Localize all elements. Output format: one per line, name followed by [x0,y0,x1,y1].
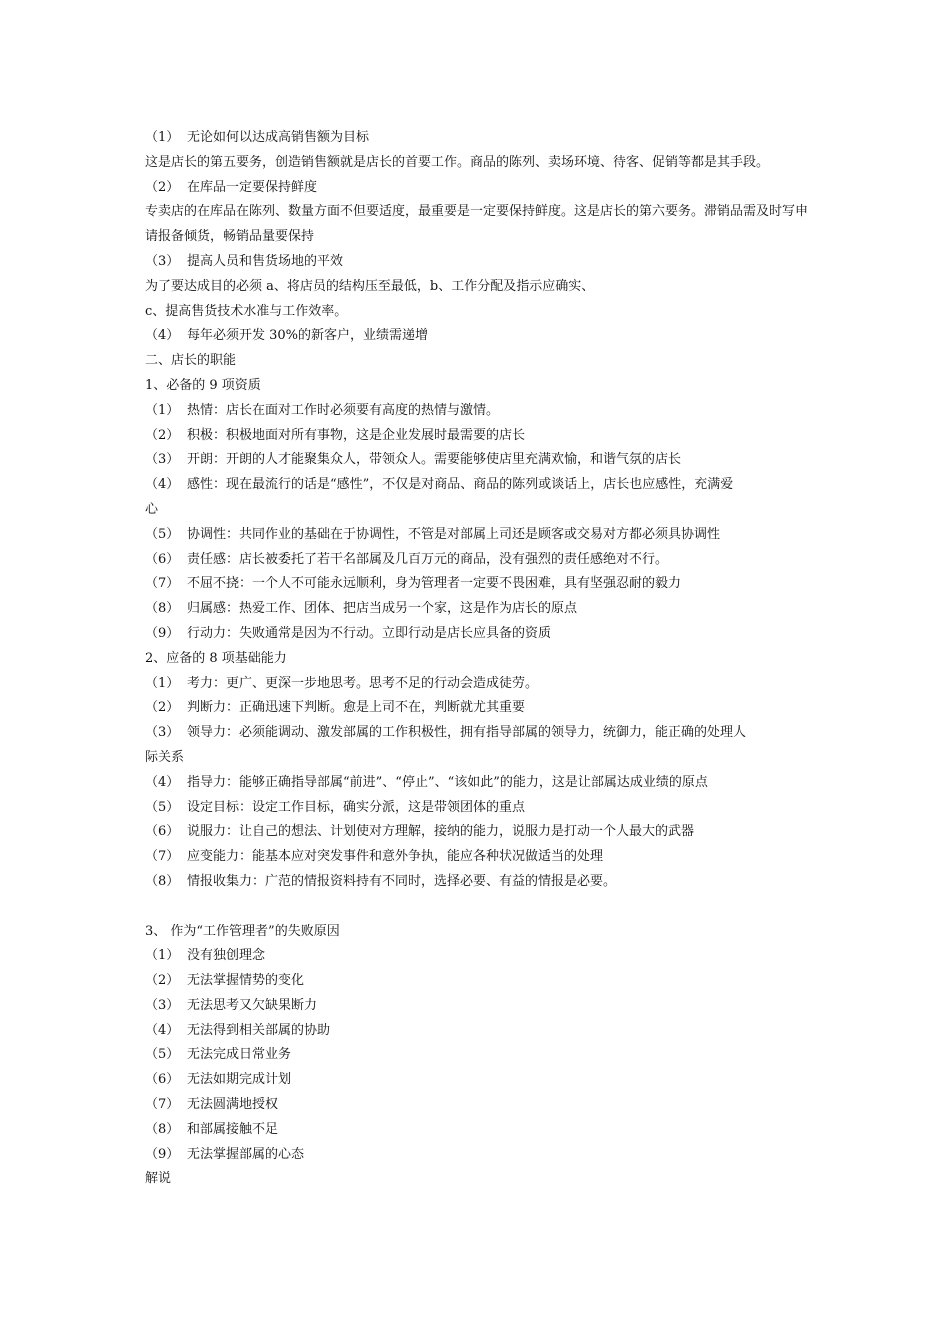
list-item-text: 不屈不挠：一个人不可能永远顺利，身为管理者一定要不畏困难，具有坚强忍耐的毅力 [187,576,682,592]
list-item-text: 协调性：共同作业的基础在于协调性，不管是对部属上司还是顾客或交易对方都必须具协调性 [187,526,721,542]
list-item-number: （2） [145,973,180,989]
list-item-number: （3） [145,253,180,269]
list-item [145,424,815,449]
list-item-text: 说服力：让自己的想法、计划使对方理解，接纳的能力，说服力是打动一个人最大的武器 [187,824,695,840]
list-item-text: 判断力：正确迅速下判断。愈是上司不在，判断就尤其重要 [187,700,526,716]
list-item-number: （5） [145,1047,180,1063]
list-item-number: （9） [145,1146,180,1162]
list-item-text: 提高人员和售货场地的平效 [187,253,344,269]
blank-line [145,895,815,920]
list-item [145,1093,815,1118]
paragraph: 专卖店的在库品在陈列、数量方面不但要适度，最重要是一定要保持鲜度。这是店长的第六要务。滞销品需及时写申请报备倾货，畅销品量要保持 [145,204,809,245]
list-item-text: 没有独创理念 [187,948,266,964]
list-item-text: 开朗：开朗的人才能聚集众人，带领众人。需要能够使店里充满欢愉，和谐气氛的店长 [187,452,682,468]
list-item [145,399,815,424]
list-item-continuation: 际关系 [145,749,185,765]
list-item [145,969,815,994]
list-item-text: 积极：积极地面对所有事物，这是企业发展时最需要的店长 [187,427,526,443]
list-item-text: 领导力：必须能调动、激发部属的工作积极性，拥有指导部属的领导力，统御力，能正确的处理人 [187,725,747,741]
list-item-text: 情报收集力：广范的情报资料持有不同时，选择必要、有益的情报是必要。 [187,873,617,889]
list-item-number: （4） [145,328,180,344]
list-item-number: （4） [145,477,180,493]
list-item-number: （5） [145,526,180,542]
list-item-text: 指导力：能够正确指导部属“前进”、“停止”、“该如此”的能力，这是让部属达成业绩的原点 [187,774,708,790]
list-item-text: 无法圆满地授权 [187,1097,279,1113]
list-item-text: 无法完成日常业务 [187,1047,292,1063]
list-item [145,622,815,647]
list-item-text: 考力：更广、更深一步地思考。思考不足的行动会造成徒劳。 [187,675,539,691]
list-item-number: （2） [145,700,180,716]
text-line: 3、 作为“工作管理者”的失败原因 [145,923,340,939]
paragraph: 这是店长的第五要务，创造销售额就是店长的首要工作。商品的陈列、卖场环境、待客、促销等都是其手段。 [145,154,770,170]
list-item-number: （3） [145,997,180,1013]
list-item-text: 在库品一定要保持鲜度 [187,179,318,195]
list-item-number: （4） [145,774,180,790]
text-line: 二、店长的职能 [145,353,237,369]
list-item-number: （7） [145,849,180,865]
list-item-number: （8） [145,601,180,617]
list-item-number: （7） [145,1097,180,1113]
list-item-number: （6） [145,551,180,567]
list-item-text: 无法思考又欠缺果断力 [187,997,318,1013]
list-item-text: 无论如何以达成高销售额为目标 [187,130,370,145]
list-item [145,473,815,498]
list-item-text: 热情：店长在面对工作时必须要有高度的热情与激情。 [187,402,500,418]
list-item [145,126,815,151]
list-item-number: （1） [145,402,180,418]
list-item-text: 无法如期完成计划 [187,1072,292,1088]
list-item-number: （6） [145,824,180,840]
list-item [145,796,815,821]
list-item-text: 无法掌握部属的心态 [187,1146,305,1162]
text-line: 解说 [145,1171,172,1187]
list-item-number: （8） [145,873,180,889]
text-line: 2、应备的 8 项基础能力 [145,650,287,666]
text-line: 1、必备的 9 项资质 [145,377,261,393]
list-item-text: 无法掌握情势的变化 [187,973,305,989]
list-item-number: （9） [145,625,180,641]
list-item [145,696,815,721]
list-item-text: 应变能力：能基本应对突发事件和意外争执，能应各种状况做适当的处理 [187,849,604,865]
list-item-number: （3） [145,452,180,468]
list-item [145,523,815,548]
list-item [145,597,815,622]
list-item-text: 责任感：店长被委托了若干名部属及几百万元的商品，没有强烈的责任感绝对不行。 [187,551,669,567]
list-item-number: （3） [145,725,180,741]
list-item [145,250,815,275]
list-item-number: （2） [145,427,180,443]
list-item [145,1143,815,1168]
text-line: c、提高售货技术水准与工作效率。 [145,303,348,319]
list-item-number: （2） [145,179,180,195]
list-item [145,944,815,969]
list-item-text: 行动力：失败通常是因为不行动。立即行动是店长应具备的资质 [187,625,552,641]
list-item [145,1068,815,1093]
list-item [145,870,815,895]
list-item-text: 每年必须开发 30%的新客户，业绩需递增 [187,328,429,344]
list-item [145,572,815,597]
list-item-text: 无法得到相关部属的协助 [187,1022,331,1038]
list-item-text: 感性：现在最流行的话是“感性”，不仅是对商品、商品的陈列或谈话上，店长也应感性，充满爱 [187,477,734,493]
list-item [145,820,815,845]
list-item [145,324,815,349]
list-item-text: 归属感：热爱工作、团体、把店当成另一个家，这是作为店长的原点 [187,601,578,617]
list-item-number: （1） [145,675,180,691]
list-item-number: （8） [145,1121,180,1137]
list-item [145,1118,815,1143]
list-item [145,448,815,473]
list-item-number: （1） [145,130,180,145]
list-item-number: （4） [145,1022,180,1038]
list-item [145,994,815,1019]
list-item-number: （6） [145,1072,180,1088]
list-item [145,1019,815,1044]
document-page [145,126,815,1192]
list-item [145,771,815,796]
list-item-number: （1） [145,948,180,964]
text-line: 为了要达成目的必须 a、将店员的结构压至最低，b、工作分配及指示应确实、 [145,278,595,294]
list-item [145,672,815,697]
list-item [145,845,815,870]
list-item [145,548,815,573]
list-item-continuation: 心 [145,501,159,517]
list-item-number: （7） [145,576,180,592]
list-item [145,1043,815,1068]
list-item [145,721,815,746]
list-item-text: 设定目标：设定工作目标，确实分派，这是带领团体的重点 [187,799,526,815]
list-item-text: 和部属接触不足 [187,1121,279,1137]
list-item [145,176,815,201]
list-item-number: （5） [145,799,180,815]
